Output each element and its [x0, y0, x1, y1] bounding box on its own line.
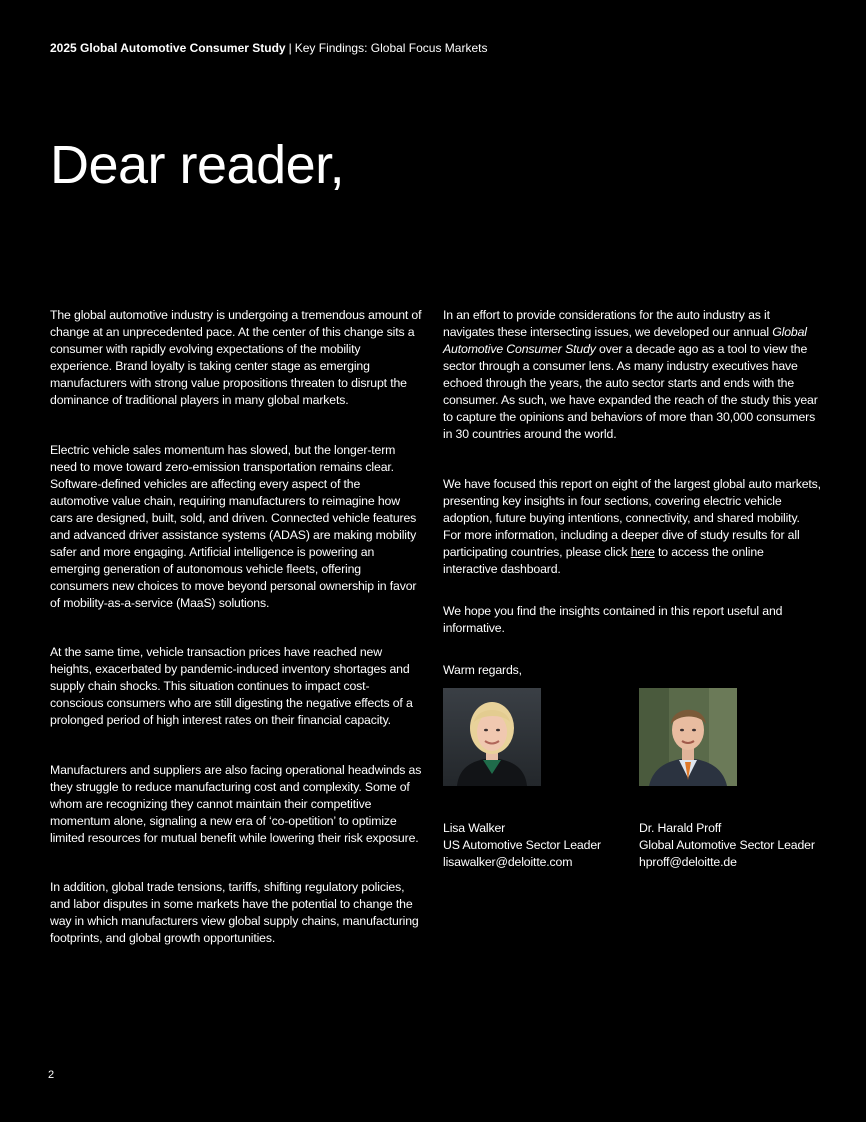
right-column	[443, 307, 821, 696]
paragraph-study-purpose	[443, 307, 821, 443]
paragraph-industry-change: The global automotive industry is undergoing a tremendous amount of change at an unprecedented pace. At the center of this change sits a consumer with rapidly evolving expectations of the mobility experience. Brand loyalty is taking center stage as emerging manufacturers with strong value propositions threaten to disrupt the dominance of traditional players in many global markets.	[50, 308, 422, 407]
signatory-email: lisawalker@deloitte.com	[443, 855, 573, 869]
page-number: 2	[48, 1069, 55, 1081]
signatory-role: US Automotive Sector Leader	[443, 838, 601, 852]
page-title: Dear reader,	[50, 135, 345, 195]
paragraph-transaction-prices: At the same time, vehicle transaction prices have reached new heights, exacerbated by pandemic-induced inventory shortages and supply chain shocks. This situation continues to impact cost-conscious consumers who are still digesting the negative effects of a prolonged period of high interest rates on their financial capacity.	[50, 645, 413, 727]
signature-harald-proff	[639, 820, 815, 871]
signatory-role: Global Automotive Sector Leader	[639, 838, 815, 852]
paragraph-report-focus	[443, 476, 821, 578]
report-focus-text-1: We have focused this report on eight of the largest global auto markets, presenting key insights in four sections, covering electric vehicle adoption, future buying intentions, connectivity, and shared mobility. For more information, including a deeper dive of study results for all participating countries, please click	[443, 477, 821, 559]
portrait-image	[443, 688, 541, 786]
header-separator: |	[288, 41, 292, 55]
paragraph-operational-headwinds: Manufacturers and suppliers are also facing operational headwinds as they struggle to reduce manufacturing cost and complexity. Some of whom are recognizing they cannot maintain their competitive momentum alone, signaling a new era of ‘co-opetition’ to optimize limited resources for mutual benefit while lowering their risk exposure.	[50, 763, 422, 845]
dashboard-link[interactable]: here	[630, 545, 655, 559]
harald-proff-photo	[639, 688, 737, 786]
section-title: Key Findings: Global Focus Markets	[294, 41, 488, 55]
running-header	[50, 40, 487, 56]
left-column	[50, 307, 422, 964]
study-title: 2025 Global Automotive Consumer Study	[50, 41, 286, 55]
study-name-italic: Global Automotive Consumer Study	[443, 325, 807, 356]
study-purpose-text-1: In an effort to provide considerations for the auto industry as it navigates these intersecting issues, we developed our annual	[443, 308, 773, 339]
study-purpose-text-2: over a decade ago as a tool to view the sector through a consumer lens. As many industry executives have echoed through the years, the auto sector starts and ends with the consumer. As such, we have expanded the reach of the study this year to capture the opinions and behaviors of more than 30,000 consumers in 30 countries around the world.	[443, 342, 818, 441]
signatory-email: hproff@deloitte.de	[639, 855, 737, 869]
paragraph-hope: We hope you find the insights contained in this report useful and informative.	[443, 604, 783, 635]
paragraph-trade-tensions: In addition, global trade tensions, tariffs, shifting regulatory policies, and labor disputes in some markets have the potential to change the way in which manufacturers view global supply chains, manufacturing footprints, and global growth opportunities.	[50, 880, 419, 945]
paragraph-electric-vehicles: Electric vehicle sales momentum has slowed, but the longer-term need to move toward zero-emission transportation remains clear. Software-defined vehicles are affecting every aspect of the automotive value chain, requiring manufacturers to reimagine how cars are designed, built, sold, and driven. Connected vehicle features and advanced driver assistance systems (ADAS) are making mobility safer and more engaging. Artificial intelligence is powering an emerging generation of autonomous vehicle fleets, offering consumers new choices to move beyond personal ownership in favor of mobility-as-a-service (MaaS) solutions.	[50, 443, 417, 610]
report-focus-text-2: to access the online interactive dashboard.	[443, 545, 764, 576]
lisa-walker-photo	[443, 688, 541, 786]
signature-lisa-walker	[443, 820, 601, 871]
portrait-image	[639, 688, 737, 786]
signatory-name: Lisa Walker	[443, 821, 506, 835]
signatory-name: Dr. Harald Proff	[639, 821, 722, 835]
closing-salutation: Warm regards,	[443, 663, 522, 677]
